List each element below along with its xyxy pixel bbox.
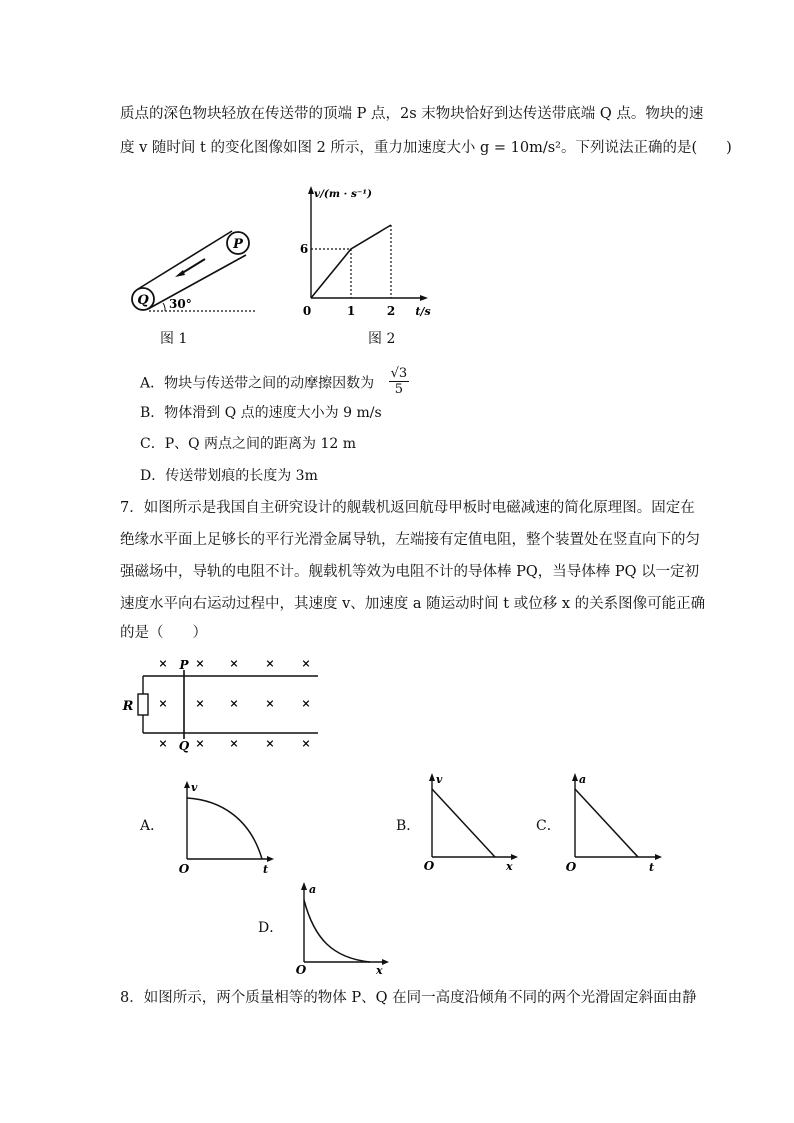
q6-option-b: B．物体滑到 Q 点的速度大小为 9 m/s [140,405,382,421]
field-cross-mark: × [265,697,275,710]
q7-text-line4: 速度水平向右运动过程中，其速度 v、加速度 a 随运动时间 t 或位移 x 的关系图像可能正确 [120,596,706,612]
fraction-denominator: 5 [394,382,403,397]
fig1-angle-label: 30° [169,297,192,311]
graph-c-y-label: a [579,773,587,786]
field-cross-mark: × [158,697,168,710]
graph-a-origin: O [178,862,190,876]
q8-text-line1: 8．如图所示，两个质量相等的物体 P、Q 在同一高度沿倾角不同的两个光滑固定斜面由静 [120,990,697,1006]
field-cross-mark: × [265,737,275,750]
q7-text-line2: 绝缘水平面上足够长的平行光滑金属导轨，左端接有定值电阻，整个装置处在竖直向下的匀 [120,532,700,548]
fig1-caption: 图 1 [160,331,188,347]
field-cross-mark: × [229,697,239,710]
q6-option-a-text: A．物块与传送带之间的动摩擦因数为 [140,375,375,392]
fig2-xaxis-label: t/s [415,305,431,318]
fig2-tick-1: 1 [346,304,356,318]
field-cross-mark: × [229,657,239,670]
rod-label-q: Q [178,739,190,753]
field-cross-mark: × [301,657,311,670]
fig1-label-q: Q [137,293,149,308]
graph-d-x-label: x [376,964,383,977]
figure-1-conveyor [125,225,265,325]
q7-option-a-label: A． [140,818,165,834]
q6-text-line1: 质点的深色物块轻放在传送带的顶端 P 点，2s 末物块恰好到达传送带底端 Q 点。物块的速 [120,106,704,122]
field-cross-mark: × [301,697,311,710]
fraction-numerator: √3 [390,366,408,381]
q7-option-d-label: D． [258,920,284,936]
graph-a-x-label: t [263,863,269,876]
q6-option-a [140,368,409,399]
figure-2-vt-graph [290,180,440,325]
field-cross-mark: × [158,737,168,750]
q6-option-d: D．传送带划痕的长度为 3m [140,468,318,484]
q7-graph-c [565,770,665,875]
rod-label-p: P [179,658,189,672]
graph-c-origin: O [565,860,577,874]
fig1-label-p: P [233,237,243,252]
q7-graph-b [422,770,522,875]
graph-d-y-label: a [309,883,317,896]
q7-text-line1: 7．如图所示是我国自主研究设计的舰载机返回航母甲板时电磁减速的简化原理图。固定在 [120,500,695,516]
q7-graph-a [175,780,275,880]
resistor-label: R [122,699,134,714]
field-cross-mark: × [265,657,275,670]
fig2-tick-0: 0 [302,304,312,318]
fig2-yaxis-label: v/(m · s⁻¹) [314,188,373,200]
graph-d-origin: O [295,963,307,977]
field-cross-mark: × [301,737,311,750]
fig2-caption: 图 2 [368,331,396,347]
field-cross-mark: × [195,737,205,750]
q7-text-line3: 强磁场中，导轨的电阻不计。舰载机等效为电阻不计的导体棒 PQ，当导体棒 PQ 以一定初 [120,564,700,580]
q6-option-a-fraction [389,366,410,397]
graph-b-origin: O [423,859,435,873]
graph-c-x-label: t [649,861,655,874]
field-cross-mark: × [158,657,168,670]
graph-b-x-label: x [506,860,513,873]
fig2-tick-6: 6 [299,242,309,256]
graph-a-y-label: v [191,781,198,794]
q6-text-line2: 度 v 随时间 t 的变化图像如图 2 所示，重力加速度大小 g = 10m/s²。下列说法正确的是( ) [120,140,732,156]
q7-option-b-label: B． [396,818,421,834]
q7-option-c-label: C． [536,818,561,834]
q7-rail-circuit [118,655,328,755]
q6-option-c: C．P、Q 两点之间的距离为 12 m [140,436,357,452]
q7-text-line5: 的是（ ） [120,625,207,641]
field-cross-mark: × [195,657,205,670]
graph-b-y-label: v [436,773,443,786]
field-cross-mark: × [195,697,205,710]
q7-graph-d [292,878,392,978]
fig2-tick-2: 2 [386,304,396,318]
field-cross-mark: × [229,737,239,750]
